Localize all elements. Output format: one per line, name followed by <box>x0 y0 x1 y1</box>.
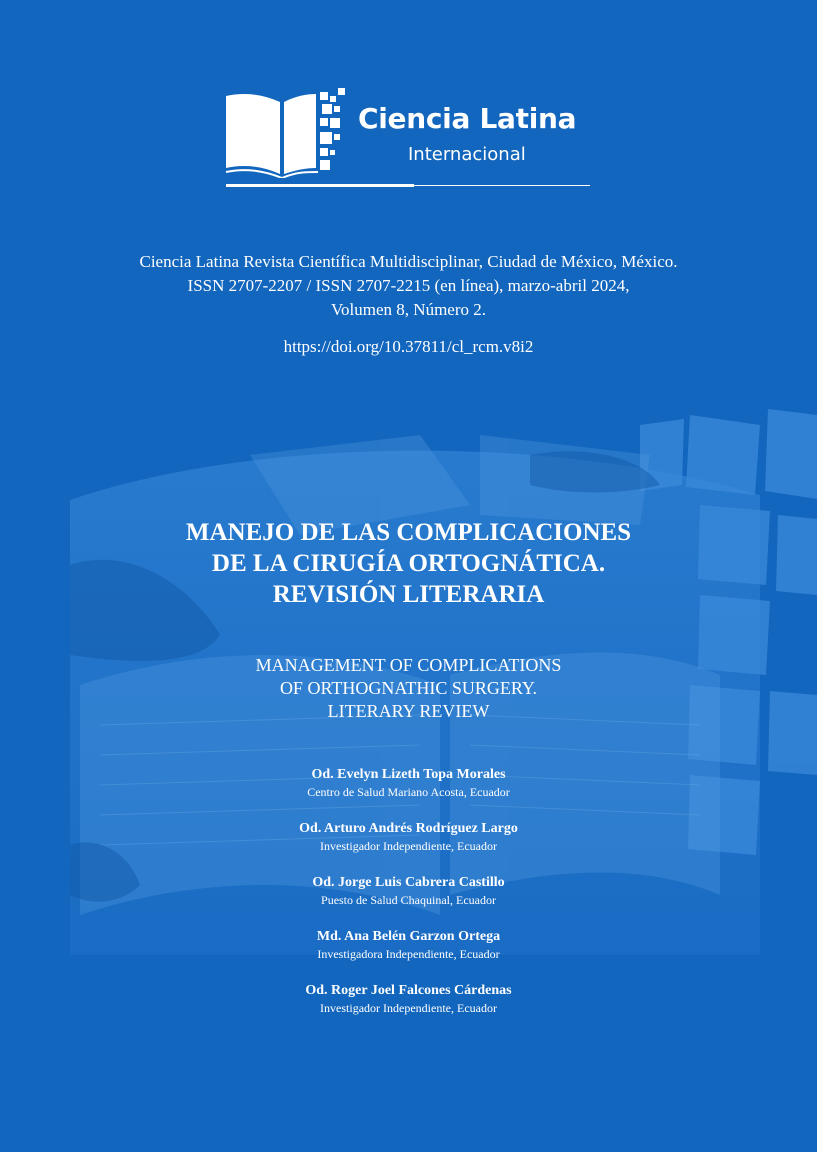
author-affiliation: Investigador Independiente, Ecuador <box>320 839 497 853</box>
author-name: Od. Roger Joel Falcones Cárdenas <box>305 983 512 998</box>
author-entry <box>110 766 707 820</box>
author-affiliation: Centro de Salud Mariano Acosta, Ecuador <box>307 785 510 799</box>
author-name: Od. Arturo Andrés Rodríguez Largo <box>299 821 518 836</box>
open-book-icon <box>222 88 352 178</box>
logo-subtitle: Internacional <box>408 144 526 165</box>
author-affiliation: Puesto de Salud Chaquinal, Ecuador <box>321 893 496 907</box>
title-en-line-3: LITERARY REVIEW <box>327 701 490 721</box>
author-name: Md. Ana Belén Garzon Ortega <box>316 929 501 944</box>
author-entry <box>110 928 707 982</box>
title-es-line-3: REVISIÓN LITERARIA <box>272 581 545 608</box>
logo-rule <box>226 184 414 187</box>
author-name: Od. Jorge Luis Cabrera Castillo <box>312 875 505 890</box>
title-es-line-1: MANEJO DE LAS COMPLICACIONES <box>185 519 632 546</box>
logo-title: Ciencia Latina <box>358 102 577 135</box>
author-entry <box>110 874 707 928</box>
journal-logo <box>222 88 602 192</box>
title-spanish <box>80 517 737 610</box>
journal-line-2: ISSN 2707-2207 / ISSN 2707-2215 (en línea), marzo-abril 2024, <box>187 276 630 295</box>
title-es-line-2: DE LA CIRUGÍA ORTOGNÁTICA. <box>211 550 606 577</box>
journal-line-3: Volumen 8, Número 2. <box>330 300 487 319</box>
doi-link[interactable]: https://doi.org/10.37811/cl_rcm.v8i2 <box>283 337 534 356</box>
journal-line-1: Ciencia Latina Revista Científica Multidisciplinar, Ciudad de México, México. <box>139 252 678 271</box>
author-affiliation: Investigador Independiente, Ecuador <box>320 1001 497 1015</box>
title-english <box>80 654 737 723</box>
journal-info <box>60 250 757 322</box>
author-entry <box>110 982 707 1036</box>
author-entry <box>110 820 707 874</box>
logo-rule-thin <box>414 185 590 186</box>
title-en-line-1: MANAGEMENT OF COMPLICATIONS <box>255 655 562 675</box>
author-list <box>110 766 707 1036</box>
author-affiliation: Investigadora Independiente, Ecuador <box>317 947 500 961</box>
author-name: Od. Evelyn Lizeth Topa Morales <box>311 767 506 782</box>
title-en-line-2: OF ORTHOGNATHIC SURGERY. <box>279 678 538 698</box>
